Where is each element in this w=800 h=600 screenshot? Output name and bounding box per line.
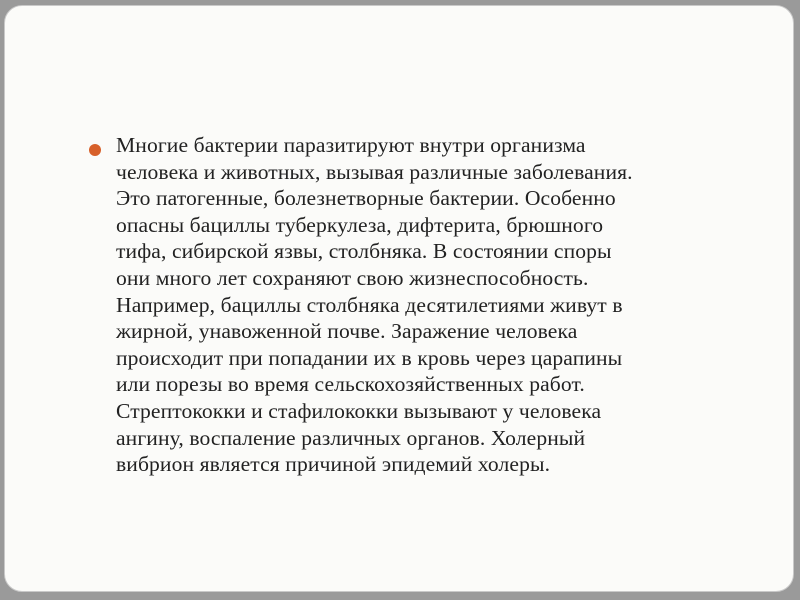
bullet-text: Многие бактерии паразитируют внутри организма человека и животных, вызывая различные заболевания. Это патогенные, болезнетворные бактерии. Особенно опасны бациллы туберкулеза, дифтерита, брюшного тифа, сибирской язвы, столбняка. В состоянии споры они много лет сохраняют свою жизнеспособность. Например, бациллы столбняка десятилетиями живут в жирной, унавоженной почве. Заражение человека происходит при попадании их в кровь через царапины или порезы во время сельскохозяйственных работ. Стрептококки и стафилококки вызывают у человека ангину, воспаление различных органов. Холерный вибрион является причиной эпидемий холеры. [116,133,633,477]
bullet-item [89,132,779,478]
bullet-dot-icon [89,144,101,156]
slide-content [89,132,779,478]
slide-frame [4,5,794,592]
